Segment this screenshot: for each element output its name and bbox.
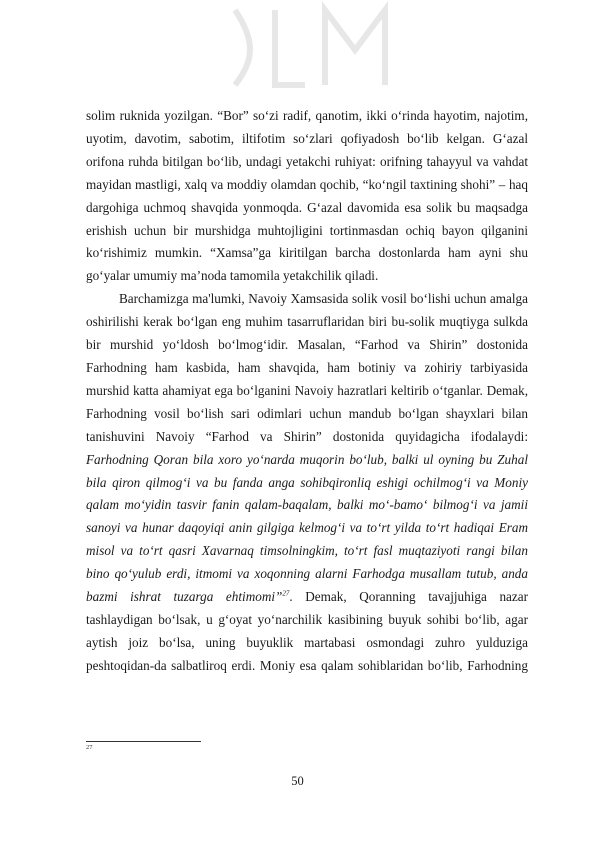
- quote-line: sanoyi va hunar daqoyiqi anin gilgiga kelmog‘i va to‘rt yilda to‘rt hadiqai Eram: [86, 520, 528, 536]
- quote-end: bazmi ishrat tuzarga ehtimomi”: [86, 589, 283, 605]
- text-line: Farhodning ham kasbida, ham shavqida, ham botiniy va zohiriy tarbiyasida: [86, 359, 528, 375]
- text-line: murshid katta ahamiyat ega bo‘lganini Navoiy hazratlari keltirib o‘tganlar. Demak,: [86, 382, 528, 398]
- text-line: erishish uchun bir murshidga muhtojligini tortinmasdan ochiq bayon qilganini: [86, 222, 528, 238]
- text-line: mayidan mastligi, xalq va moddiy olamdan qochib, “ko‘ngil taxtining shohi” – haq: [86, 176, 528, 192]
- text-line: ko‘rishimiz mumkin. “Xamsa”ga kiritilgan barcha dostonlarda ham ayni shu: [86, 245, 528, 261]
- text-continuation: . Demak, Qoranning tavajjuhiga nazar: [289, 589, 528, 605]
- footnote-number: 27: [86, 744, 93, 751]
- text-line: dargohiga uchmoq shavqida yonmoqda. G‘azal davomida esa solik bu maqsadga: [86, 199, 528, 215]
- text-line: aytish joiz bo‘lsa, uning buyuklik martabasi osmondagi zuhro yulduziga: [86, 634, 528, 650]
- text-line: Farhodning vosil bo‘lish sari odimlari uchun mandub bo‘lgan shayxlari bilan: [86, 405, 528, 421]
- paragraph-2: [86, 288, 528, 677]
- page-body: [86, 105, 528, 678]
- quote-line: bino qo‘yulub erdi, itmomi va xoqonning alarni Farhodga musallam tutub, anda: [86, 566, 528, 582]
- quote-line: bila qiron qilmog‘i va bu fanda anga sohibqironliq eshigi ochilmog‘i va Moniy: [86, 474, 528, 490]
- quote-line: qalam mo‘yidin tasvir fanin qalam-baqalam, balki mo‘-bamo‘ bilmog‘i va jamii: [86, 497, 528, 513]
- text-line: oshirilishi kerak bo‘lgan eng muhim tasarruflaridan biri bu-solik muqtiyga sulkda: [86, 314, 528, 330]
- text-line: Barchamizga ma'lumki, Navoiy Xamsasida solik vosil bo‘lishi uchun amalga: [119, 291, 528, 307]
- paragraph-1: [86, 105, 528, 288]
- text-line: peshtoqidan-da salbatliroq erdi. Moniy esa qalam sohiblaridan bo‘lib, Farhodning: [86, 657, 528, 673]
- text-line: tanishuvini Navoiy “Farhod va Shirin” dostonida quyidagicha ifodalaydi:: [86, 428, 528, 444]
- text-line: bir murshid yo‘ldosh bo‘lmog‘idir. Masalan, “Farhod va Shirin” dostonida: [86, 337, 528, 353]
- text-line: orifona ruhda bitilgan bo‘lib, undagi yetakchi ruhiyat: orifning tahayyul va vahdat: [86, 153, 528, 169]
- text-line: tashlaydigan bo‘lsak, u g‘oyat yo‘narchilik kasibining buyuk sohibi bo‘lib, agar: [86, 611, 528, 627]
- mixed-line: [86, 586, 528, 609]
- quote-line: Farhodning Qoran bila xoro yo‘narda muqorin bo‘lub, balki ul oyning bu Zuhal: [86, 451, 528, 467]
- footnote-separator: [86, 741, 201, 742]
- page-number: 50: [291, 774, 304, 788]
- text-line: go‘yalar umumiy ma’noda tamomila yetakchilik qiladi.: [86, 268, 379, 284]
- text-line: uyotim, davotim, sabotim, iltifotim so‘zlari qofiyadosh bo‘lib kelgan. G‘azal: [86, 130, 528, 146]
- text-line: solim ruknida yozilgan. “Bor” so‘zi radif, qanotim, ikki o‘rinda hayotim, najotim,: [86, 108, 528, 123]
- footnote-ref[interactable]: 27: [282, 589, 290, 598]
- quote-line: misol va to‘rt qasri Xavarnaq timsolningkim, to‘rt fasl muqtaziyoti rangi bilan: [86, 543, 528, 559]
- watermark-logo: [215, 0, 415, 90]
